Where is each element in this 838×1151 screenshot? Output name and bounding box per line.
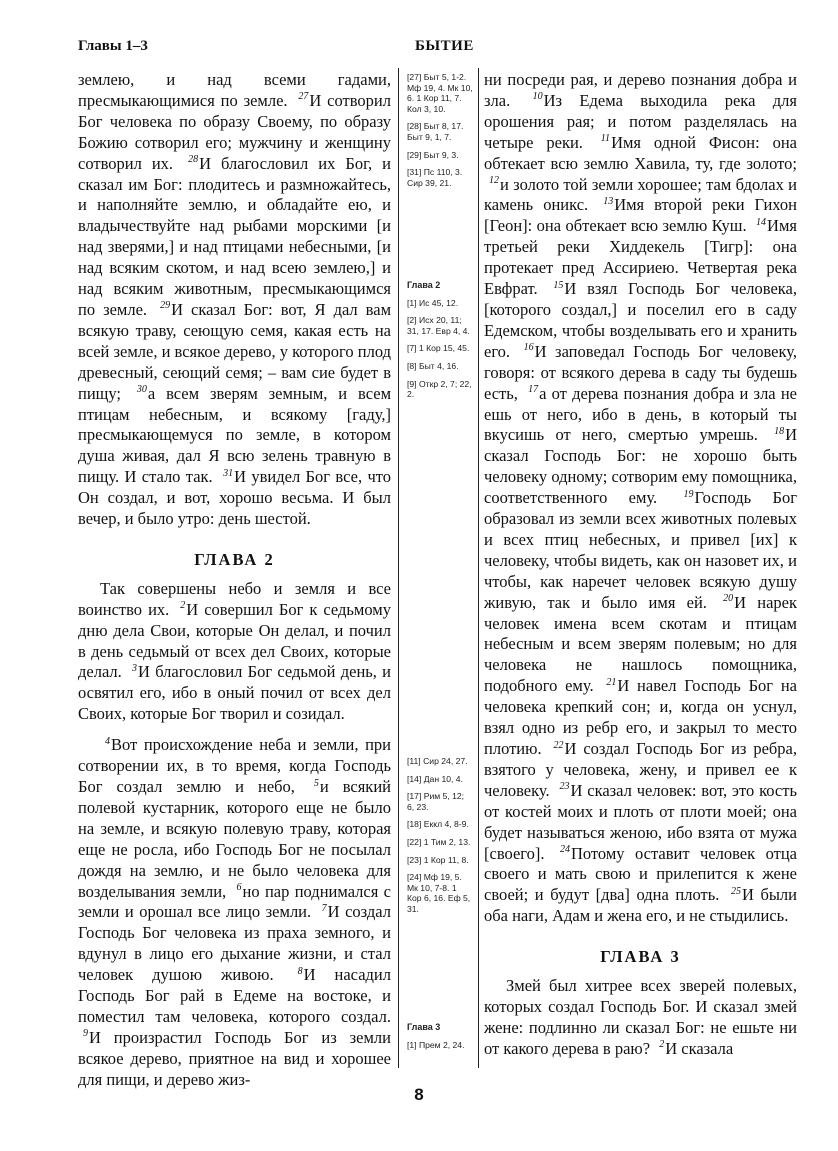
verse-number: 17 [528,384,539,396]
verse-text: И совершил Бог к седьмому дню дела Свои, которые Он делал, и почил в день седьмый от всех дел Своих, которые делал. [78,599,392,682]
cross-reference-entry: [9] Откр 2, 7; 22, 2. [407,378,472,400]
cross-reference-entry: [23] 1 Кор 11, 8. [407,854,469,865]
cross-reference-entry: [29] Быт 9, 3. [407,149,459,160]
verse-number: 19 [683,488,694,500]
running-header-chapters: Главы 1–3 [78,38,148,54]
cross-reference-entry: [27] Быт 5, 1-2. Мф 19, 4. Мк 10, 6. 1 Кор 11, 7. Кол 3, 10. [407,72,473,114]
verse-text: Имя одной Фисон: она обтекает всю землю Хавила, ту, где золото; [484,132,797,173]
paragraph-genesis-2-9-end [484,70,797,927]
verse-text: а всем зверям земным, и всем птицам небесным, и всякому [гаду,] пресмыкающемуся по земле, в котором душа живая, дал Я всю зелень травную в пищу. И стало так. [78,383,392,487]
verse-number: 7 [321,902,327,914]
paragraph-genesis-2-1 [78,579,391,725]
verse-text: И произрастил Господь Бог из земли всякое дерево, приятное на вид и хорошее для пищи, и дерево жиз- [78,1027,391,1089]
refs-heading-chapter-2: Глава 2 [407,280,441,290]
cross-references-mid [407,756,473,922]
verse-text: И были оба наги, Адам и жена его, и не стыдились. [484,885,797,926]
verse-text: И увидел Бог все, что Он создал, и вот, хорошо весьма. И был вечер, и было утро: день шестой. [78,467,391,529]
verse-text: И создал Господь Бог из ребра, взятого у человека, жену, и привел ее к человеку. [484,739,797,800]
verse-text: И навел Господь Бог на человека крепкий сон; и, когда он уснул, взял одно из ребр его, и закрыл то место плотию. [484,676,797,758]
cross-reference-entry: [1] Прем 2, 24. [407,1039,465,1050]
cross-reference-entry: [24] Мф 19, 5. Мк 10, 7-8. 1 Кор 6, 16. Еф 5, 31. [407,872,471,914]
page-number: 8 [414,1085,424,1104]
verse-text: И сказал Господь Бог: не хорошо быть человеку одному; сотворим ему помощника, соответственного ему. [484,425,797,508]
verse-number: 29 [160,300,171,312]
verse-number: 23 [559,781,570,793]
verse-text: Змей был хитрее всех зверей полевых, которых создал Господь Бог. И сказал змей жене: подлинно ли сказал Бог: не ешьте ни от какого дерева в раю? [484,976,797,1058]
verse-number: 4 [105,735,110,747]
cross-reference-entry: [1] Ис 45, 12. [407,297,459,308]
refs-heading-chapter-3: Глава 3 [407,1022,441,1032]
verse-text: землею, и над всеми гадами, пресмыкающимися по земле. [78,70,391,110]
verse-number: 21 [606,676,617,688]
verse-text: И сказал Бог: вот, Я дал вам всякую траву, сеющую семя, какая есть на всей земле, и всякое дерево, у которого плод древесный, сеющий семя; – вам сие будет в пищу; [78,299,392,403]
verse-number: 16 [523,342,534,354]
verse-text: И благословил их Бог, и сказал им Бог: плодитесь и размножайтесь, и наполняйте землю, и обладайте ею, и владычествуйте над рыбами морскими [и над зверями,] и над птицами небесными, [и над всяким скотом, и над всею землею,] и над всяким животным, пресмыкающимся по земле. [78,153,391,319]
verse-number: 28 [188,154,199,166]
verse-number: 12 [489,175,499,187]
chapter-heading-2: ГЛАВА 2 [194,549,275,569]
refs-list-chapter-3 [407,1040,473,1051]
cross-references-chapter-3 [407,1012,473,1057]
paragraph-genesis-3-1 [484,976,797,1060]
verse-number: 15 [553,279,564,291]
cross-reference-entry: [31] Пс 110, 3. Сир 39, 21. [407,167,463,188]
verse-text: и всякий полевой кустарник, которого еще не было на земле, и всякую полевую траву, которая еще не росла, ибо Господь Бог не посылал дождя на землю, и не было человека для возделывания земли, [78,777,391,901]
verse-text: И нарек человек имена всем скотам и птицам небесным и всем зверям полевым; но для человека не нашлось помощника, подобного ему. [484,592,797,696]
verse-text: ни посреди рая, и дерево познания добра и зла. [484,70,797,110]
verse-number: 22 [553,739,564,751]
verse-text: Вот происхождение неба и земли, при сотворении их, в то время, когда Господь Бог создал землю и небо, [78,735,391,796]
verse-number: 10 [532,91,543,103]
verse-number: 24 [559,844,570,856]
verse-number: 25 [730,885,741,897]
cross-references-top [407,72,473,195]
verse-number: 11 [600,133,611,145]
verse-text: Потому оставит человек отца своего и мать свою и прилепится к жене своей; и будут [два] одна плоть. [484,843,797,905]
text-column-right [484,70,797,1060]
verse-text: Имя второй реки Гихон [Геон]: она обтекает всю землю Куш. [484,195,797,236]
cross-reference-entry: [8] Быт 4, 16. [407,360,459,371]
column-divider-right [478,68,479,1068]
paragraph-genesis-1-end [78,70,391,530]
running-header-book: БЫТИЕ [415,38,474,54]
cross-reference-entry: [14] Дан 10, 4. [407,773,463,784]
cross-reference-entry: [28] Быт 8, 17. Быт 9, 1, 7. [407,121,464,142]
verse-text: а от дерева познания добра и зла не ешь от него, ибо в день, в который ты вкусишь от него, смертью умрешь. [484,383,797,445]
column-divider-left [398,68,399,1068]
verse-number: 3 [132,662,138,674]
paragraph-genesis-2-4 [78,735,391,1090]
verse-number: 30 [136,384,147,396]
verse-number: 13 [603,195,614,207]
verse-text: Из Едема выходила река для орошения рая; и потом разделялась на четыре реки. [484,90,798,152]
verse-number: 9 [83,1028,88,1040]
cross-reference-entry: [7] 1 Кор 15, 45. [407,343,470,354]
verse-number: 5 [313,777,319,789]
verse-text: И создал Господь Бог человека из праха земного, и вдунул в лицо его дыхание жизни, и стал человек душою живою. [78,902,391,985]
verse-text: И насадил Господь Бог рай в Едеме на востоке, и поместил там человека, которого создал. [78,965,391,1026]
verse-text: И сотворил Бог человека по образу Своему, по образу Божию сотворил его; мужчину и женщину сотворил их. [78,90,391,173]
cross-references-chapter-2 [407,270,473,407]
verse-text: Имя третьей реки Хиддекель [Тигр]: она протекает пред Ассириею. Четвертая река Евфрат. [484,216,797,299]
cross-reference-entry: [17] Рим 5, 12; 6, 23. [407,791,465,812]
verse-number: 2 [180,600,186,612]
verse-number: 6 [236,882,242,894]
verse-number: 14 [756,216,767,228]
verse-number: 2 [659,1039,665,1051]
verse-text: И сказал человек: вот, это кость от костей моих и плоть от плоти моей; она будет называться женою, ибо взята от мужа [своего]. [484,780,797,863]
cross-reference-entry: [11] Сир 24, 27. [407,756,468,766]
verse-number: 20 [723,593,734,605]
verse-text: Так совершены небо и земля и все воинство их. [78,578,391,619]
refs-list-chapter-2 [407,298,473,400]
chapter-heading-3: ГЛАВА 3 [600,947,681,967]
verse-number: 27 [298,91,309,103]
verse-text: но пар поднимался с земли и орошал все лицо земли. [78,881,391,922]
verse-text: Господь Бог образовал из земли всех животных полевых и всех птиц небесных, и привел [их] к человеку, чтобы видеть, как он назовет их, и чтобы, как наречет человек всякую душу живую, так и было имя ей. [484,488,798,612]
cross-reference-entry: [22] 1 Тим 2, 13. [407,836,471,847]
verse-number: 18 [774,425,785,437]
verse-text: И заповедал Господь Бог человеку, говоря: от всякого дерева в саду ты будешь есть, [484,341,797,403]
verse-number: 31 [223,467,234,479]
cross-reference-entry: [2] Исх 20, 11; 31, 17. Евр 4, 4. [407,315,470,336]
verse-text: И благословил Бог седьмой день, и освятил его, ибо в оный почил от всех дел Своих, которые Бог творил и созидал. [78,662,391,724]
cross-reference-entry: [18] Еккл 4, 8-9. [407,819,469,830]
verse-text: И сказала [665,1038,734,1058]
verse-number: 8 [297,965,303,977]
verse-text: И взял Господь Бог человека, [которого создал,] и поселил его в саду Едемском, чтобы возделывать его и хранить его. [484,279,797,361]
text-column-left [78,70,391,1091]
verse-text: и золото той земли хорошее; там бдолах и камень оникс. [484,174,797,215]
